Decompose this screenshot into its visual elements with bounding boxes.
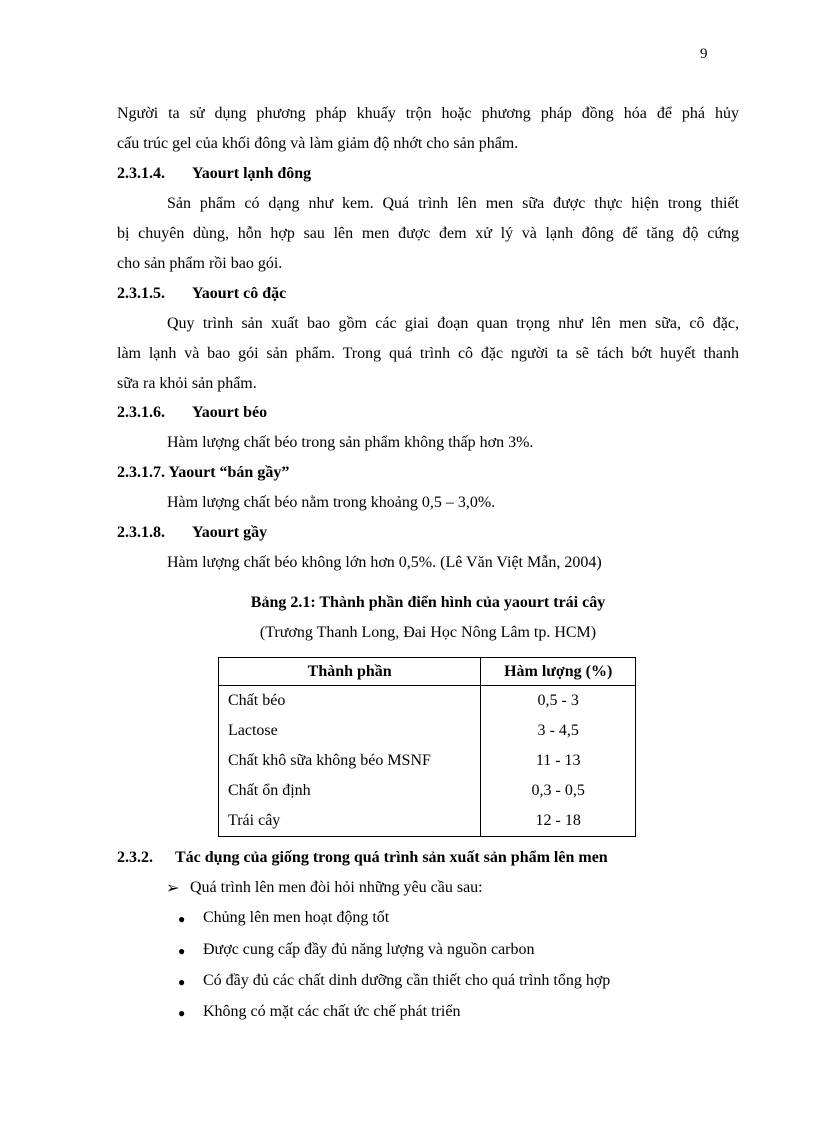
section-heading-2-3-2	[117, 848, 608, 868]
section-title: Yaourt béo	[192, 404, 268, 421]
table-cell: Chất khô sữa không béo MSNF	[219, 746, 481, 776]
paragraph-line: Sản phẩm có dạng như kem. Quá trình lên men sữa được thực hiện trong thiết	[167, 195, 739, 212]
bullet-icon: ●	[178, 944, 186, 958]
paragraph-line: cho sản phẩm rồi bao gói.	[117, 255, 283, 272]
table-source: (Trương Thanh Long, Đai Học Nông Lâm tp. HCM)	[259, 624, 597, 641]
list-item: Được cung cấp đầy đủ năng lượng và nguồn carbon	[203, 941, 535, 958]
arrow-bullet-icon: ➢	[166, 880, 180, 897]
section-title: Tác dụng của giống trong quá trình sản xuất sản phẩm lên men	[175, 849, 608, 866]
table-cell: 11 - 13	[481, 746, 636, 776]
bullet-icon: ●	[178, 1006, 186, 1020]
table-cell: 12 - 18	[481, 806, 636, 837]
section-heading-2-3-1-5	[117, 284, 286, 304]
paragraph-line: bị chuyên dùng, hỗn hợp sau lên men được đem xử lý và lạnh đông để tăng độ cứng	[117, 225, 739, 242]
bullet-icon: ●	[178, 975, 186, 989]
section-heading-2-3-1-6	[117, 403, 267, 423]
paragraph-line: làm lạnh và bao gói sản phẩm. Trong quá trình cô đặc người ta sẽ tách bớt huyết thanh	[117, 345, 739, 362]
list-item: Chủng lên men hoạt động tốt	[203, 909, 390, 926]
paragraph-line: Hàm lượng chất béo trong sản phẩm không thấp hơn 3%.	[167, 434, 534, 451]
paragraph-line: Quy trình sản xuất bao gồm các giai đoạn quan trọng như lên men sữa, cô đặc,	[167, 315, 739, 332]
list-item: Không có mặt các chất ức chế phát triển	[203, 1003, 461, 1020]
section-title: Yaourt gầy	[192, 524, 268, 541]
table-header-row	[219, 658, 636, 686]
table-cell: 0,3 - 0,5	[481, 776, 636, 806]
column-header: Thành phần	[219, 658, 481, 686]
table-row	[219, 686, 636, 717]
table-cell: 0,5 - 3	[481, 686, 636, 717]
table-cell: Chất ổn định	[219, 776, 481, 806]
bullet-icon: ●	[178, 912, 186, 926]
paragraph-line: sữa ra khỏi sản phẩm.	[117, 375, 257, 392]
section-number: 2.3.1.8.	[117, 524, 165, 541]
paragraph-line: Hàm lượng chất béo nằm trong khoảng 0,5 – 3,0%.	[167, 494, 496, 511]
table-cell: Trái cây	[219, 806, 481, 837]
section-number: 2.3.1.4.	[117, 165, 165, 182]
list-item: Có đầy đủ các chất dinh dưỡng cần thiết cho quá trình tổng hợp	[203, 972, 611, 989]
table-cell: Chất béo	[219, 686, 481, 717]
list-item: Quá trình lên men đòi hỏi những yêu cầu sau:	[190, 879, 483, 896]
paragraph-line: Người ta sử dụng phương pháp khuấy trộn hoặc phương pháp đồng hóa để phá hủy	[117, 105, 739, 122]
section-heading-2-3-1-4	[117, 164, 311, 184]
table-cell: Lactose	[219, 716, 481, 746]
paragraph-line: cấu trúc gel của khối đông và làm giảm độ nhớt cho sản phẩm.	[117, 135, 519, 152]
page-number: 9	[700, 46, 708, 62]
paragraph-line: Hàm lượng chất béo không lớn hơn 0,5%. (Lê Văn Việt Mẫn, 2004)	[167, 554, 602, 571]
section-heading-2-3-1-8	[117, 523, 267, 543]
section-number: 2.3.1.6.	[117, 404, 165, 421]
section-title: Yaourt lạnh đông	[192, 165, 312, 182]
table-caption: Bảng 2.1: Thành phần điển hình của yaourt trái cây	[250, 594, 606, 611]
section-heading-2-3-1-7: 2.3.1.7. Yaourt “bán gầy”	[117, 464, 290, 481]
section-number: 2.3.2.	[117, 849, 153, 866]
composition-table	[218, 657, 636, 837]
column-header: Hàm lượng (%)	[481, 658, 636, 686]
table-row	[219, 776, 636, 806]
table-cell: 3 - 4,5	[481, 716, 636, 746]
table-row	[219, 806, 636, 837]
table-row	[219, 746, 636, 776]
section-number: 2.3.1.5.	[117, 285, 165, 302]
table-row	[219, 716, 636, 746]
section-title: Yaourt cô đặc	[192, 285, 287, 302]
